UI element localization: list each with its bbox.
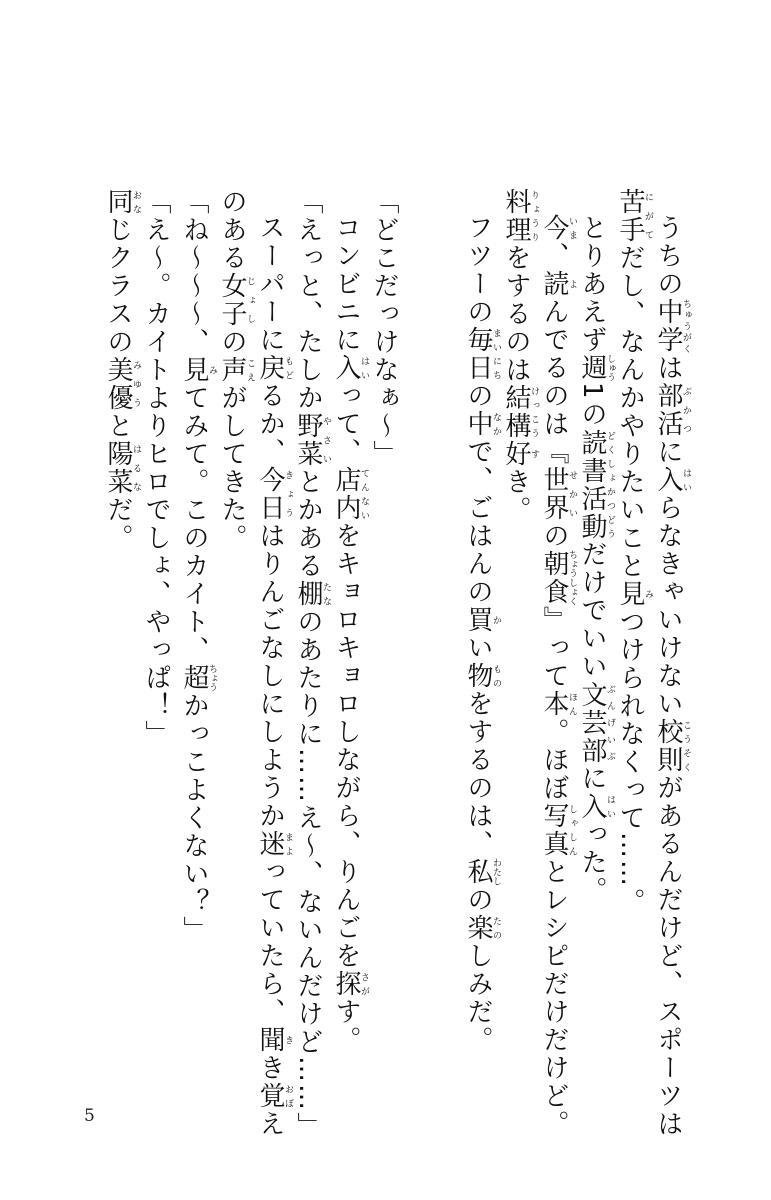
text-run: 「えっと、たしか [293, 188, 323, 412]
ruby-word [539, 550, 577, 606]
furigana: ぶかつ [681, 382, 691, 438]
text-run: 。ほぼ [539, 718, 569, 802]
text-run: す。 [331, 998, 361, 1054]
furigana: たの [491, 914, 501, 942]
ruby-word [179, 664, 217, 692]
ruby-base: 楽 [463, 914, 493, 942]
text-run: かっこよくない？」 [179, 692, 209, 944]
ruby-base: 中学 [653, 298, 683, 354]
text-run: の [217, 328, 247, 356]
ruby-base: 入 [577, 792, 607, 821]
text-run: だけでいい [577, 540, 607, 681]
furigana: わたし [491, 858, 501, 886]
ruby-word [615, 188, 653, 244]
ruby-base: 戻 [255, 354, 285, 382]
ruby-base: 物 [463, 662, 493, 690]
text-run: と [103, 412, 133, 440]
ruby-base: 迷 [255, 830, 285, 858]
furigana: たな [321, 580, 331, 608]
text-run: のある [217, 188, 247, 272]
furigana: まよ [283, 830, 293, 858]
ruby-word [653, 718, 691, 774]
text-line [333, 214, 369, 1054]
page-number: 5 [84, 1106, 95, 1126]
text-run: てみて。このカイト、 [179, 384, 209, 664]
ruby-base: 朝食 [539, 550, 569, 606]
furigana: まいにち [491, 326, 501, 382]
ruby-word [217, 272, 255, 328]
ruby-word [463, 410, 501, 438]
ruby-word [539, 690, 577, 718]
ruby-base: 校則 [653, 718, 683, 774]
ruby-base: 私 [463, 858, 493, 886]
ruby-word [293, 412, 331, 468]
ruby-word [577, 354, 615, 382]
text-run: 「え〜。カイトよりヒロでしょ、やっぱ！」 [141, 188, 171, 748]
furigana: いま [567, 214, 577, 242]
text-line [655, 214, 691, 1138]
furigana: なか [491, 410, 501, 438]
furigana: よ [567, 270, 577, 298]
furigana: き [283, 1026, 293, 1054]
ruby-base: 買 [463, 606, 493, 634]
text-run: だし、なんかやりたいこと [615, 244, 645, 580]
ruby-word [331, 466, 369, 522]
ruby-word [615, 580, 653, 608]
ruby-base: 本 [539, 690, 569, 718]
ruby-base: 美優 [103, 356, 133, 412]
ruby-word [255, 1026, 293, 1054]
ruby-word [255, 830, 293, 858]
text-run: コンビニに [331, 214, 361, 354]
furigana: ちょう [207, 664, 217, 692]
furigana: み [643, 580, 653, 608]
text-run: とりあえず [577, 214, 607, 354]
ruby-word [179, 356, 217, 384]
furigana: さが [359, 970, 369, 998]
ruby-word [331, 970, 369, 998]
text-run: をするのは、 [463, 690, 493, 858]
furigana: み [207, 356, 217, 384]
text-run: があるんだけど、スポーツは [653, 774, 683, 1138]
ruby-base: 中 [463, 410, 493, 438]
text-run: はりんごなしにしようか [255, 522, 285, 830]
furigana: はい [359, 354, 369, 382]
furigana: おな [131, 188, 141, 216]
text-line [371, 188, 397, 468]
text-run: の [463, 382, 493, 410]
ruby-base: 店内 [331, 466, 361, 522]
ruby-word [501, 440, 539, 468]
furigana: ほん [567, 690, 577, 718]
furigana: す [529, 440, 539, 468]
furigana: みゆう [131, 356, 141, 412]
text-run: フツーの [463, 214, 493, 326]
ruby-word [293, 580, 331, 608]
text-run: スーパーに [255, 214, 285, 354]
ruby-word [577, 680, 615, 765]
ruby-word [463, 914, 501, 942]
text-run: き。 [501, 468, 531, 524]
furigana: にがて [643, 188, 653, 244]
ruby-base: 棚 [293, 580, 323, 608]
furigana: もの [491, 662, 501, 690]
text-run: に [577, 764, 607, 793]
text-run: の [539, 522, 569, 550]
ruby-base: 声 [217, 356, 247, 384]
ruby-word [653, 298, 691, 354]
furigana: てんない [359, 466, 369, 522]
ruby-word [103, 440, 141, 496]
text-run: って、 [331, 382, 361, 466]
ruby-word [539, 802, 577, 858]
text-line [617, 188, 653, 916]
text-run: のあたりに……え〜、ないんだけど……」 [293, 608, 323, 1140]
ruby-word [463, 326, 501, 382]
furigana: しゃしん [567, 802, 577, 858]
ruby-word [653, 466, 691, 494]
ruby-base: 陽菜 [103, 440, 133, 496]
ruby-word [539, 270, 577, 298]
ruby-word [463, 858, 501, 886]
furigana: おぼ [283, 1082, 293, 1110]
ruby-base: 今 [539, 214, 569, 242]
ruby-base: 文芸部 [577, 680, 607, 765]
ruby-word [539, 214, 577, 242]
text-run: 1の [577, 382, 607, 429]
ruby-base: 見 [615, 580, 645, 608]
ruby-base: 写真 [539, 802, 569, 858]
furigana: はい [605, 792, 615, 821]
text-run: とレシピだけだけど。 [539, 858, 569, 1138]
text-run: 「どこだっけなぁ〜」 [369, 188, 399, 468]
text-line [579, 214, 615, 905]
text-line [181, 188, 217, 944]
text-run: がしてきた。 [217, 384, 247, 552]
furigana: きょう [283, 466, 293, 522]
ruby-word [463, 662, 501, 690]
ruby-base: 探 [331, 970, 361, 998]
text-run: とかある [293, 468, 323, 580]
ruby-base: 結構 [501, 384, 531, 440]
ruby-base: 読 [539, 270, 569, 298]
text-line [257, 214, 293, 1138]
ruby-base: 見 [179, 356, 209, 384]
text-run: らなきゃいけない [653, 494, 683, 718]
ruby-word [577, 428, 615, 541]
text-run: っていたら、 [255, 858, 285, 1026]
text-run: つけられなくって……。 [615, 608, 645, 916]
text-line [541, 214, 577, 1138]
furigana: やさい [321, 412, 331, 468]
text-line [219, 188, 255, 552]
text-run: 』って [539, 606, 569, 690]
ruby-base: 世界 [539, 466, 569, 522]
ruby-base: 毎日 [463, 326, 493, 382]
text-line [295, 188, 331, 1140]
text-line [503, 188, 539, 524]
text-run: の [463, 886, 493, 914]
furigana: しゅう [605, 354, 615, 382]
ruby-word [255, 1082, 293, 1110]
ruby-word [539, 466, 577, 522]
text-run: だ。 [103, 496, 133, 552]
text-run: い [463, 634, 493, 662]
text-run: んでるのは『 [539, 298, 569, 466]
ruby-base: 読書活動 [577, 428, 607, 541]
ruby-word [653, 382, 691, 438]
text-run: をキョロキョロしながら、りんごを [331, 522, 361, 970]
text-run: き [255, 1054, 285, 1082]
ruby-word [103, 188, 141, 216]
furigana: りょうり [529, 188, 539, 244]
ruby-word [501, 384, 539, 440]
furigana: ぶんげいぶ [605, 680, 615, 765]
furigana: もど [283, 354, 293, 382]
text-run: に [653, 438, 683, 466]
ruby-word [103, 356, 141, 412]
ruby-base: 超 [179, 664, 209, 692]
ruby-word [577, 792, 615, 821]
furigana: けっこう [529, 384, 539, 440]
ruby-base: 入 [653, 466, 683, 494]
ruby-word [217, 356, 255, 384]
furigana: せかい [567, 466, 577, 522]
furigana: どくしょかつどう [605, 428, 615, 541]
furigana: こうそく [681, 718, 691, 774]
ruby-word [463, 606, 501, 634]
ruby-word [501, 188, 539, 244]
text-run: 「ね〜〜〜、 [179, 188, 209, 356]
text-run: え [255, 1110, 285, 1138]
text-run: は [653, 354, 683, 382]
ruby-base: 聞 [255, 1026, 285, 1054]
ruby-base: 今日 [255, 466, 285, 522]
furigana: ちょうしょく [567, 550, 577, 606]
ruby-base: 苦手 [615, 188, 645, 244]
text-run: じクラスの [103, 216, 133, 356]
text-line [465, 214, 501, 1054]
furigana: ちゅうがく [681, 298, 691, 354]
text-run: 、 [539, 242, 569, 270]
furigana: じょし [245, 272, 255, 328]
ruby-word [255, 466, 293, 522]
ruby-base: 野菜 [293, 412, 323, 468]
ruby-word [255, 354, 293, 382]
ruby-base: 好 [501, 440, 531, 468]
furigana: こえ [245, 356, 255, 384]
text-run: しみだ。 [463, 942, 493, 1054]
ruby-base: 週 [577, 354, 607, 382]
ruby-base: 覚 [255, 1082, 285, 1110]
ruby-base: 部活 [653, 382, 683, 438]
furigana: はい [681, 466, 691, 494]
text-run: るか、 [255, 382, 285, 466]
text-run: うちの [653, 214, 683, 298]
text-line [143, 188, 169, 748]
ruby-base: 同 [103, 188, 133, 216]
text-run: をするのは [501, 244, 531, 384]
text-run: で、ごはんの [463, 438, 493, 606]
text-line [105, 188, 141, 552]
furigana: か [491, 606, 501, 634]
ruby-base: 料理 [501, 188, 531, 244]
text-run: った。 [577, 820, 607, 905]
ruby-base: 女子 [217, 272, 247, 328]
furigana: はるな [131, 440, 141, 496]
ruby-word [331, 354, 369, 382]
ruby-base: 入 [331, 354, 361, 382]
